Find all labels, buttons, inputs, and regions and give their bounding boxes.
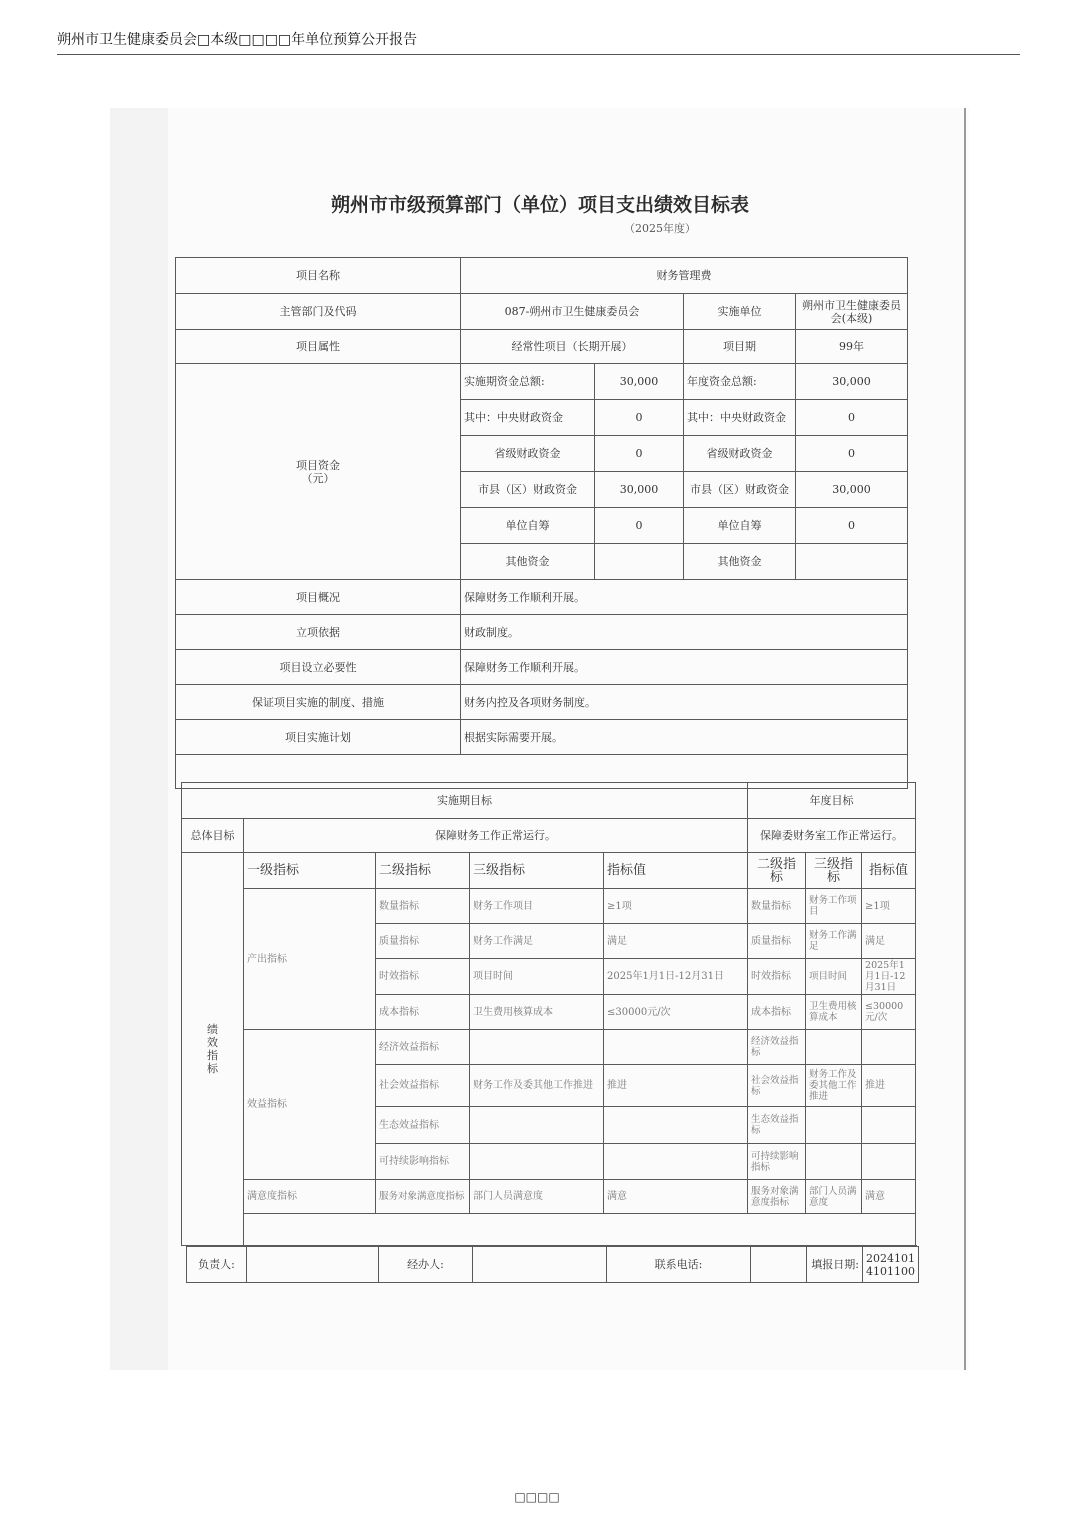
output-row-1-value: 满足 xyxy=(604,924,748,959)
output-row-2-annual-level3: 项目时间 xyxy=(806,959,862,995)
benefit-row-3-annual-level2: 可持续影响指标 xyxy=(748,1144,806,1180)
scan-shadow-strip xyxy=(110,108,168,1370)
output-row-1-annual-level3: 财务工作满足 xyxy=(806,924,862,959)
benefit-row-2-level2: 生态效益指标 xyxy=(376,1107,470,1144)
header-title-end: 年单位预算公开报告 xyxy=(291,32,418,48)
output-row-3-annual-value: ≤30000元/次 xyxy=(862,995,916,1030)
benefit-row-3-annual-level3 xyxy=(806,1144,862,1180)
overview-3-value: 财务内控及各项财务制度。 xyxy=(461,685,908,720)
overview-4-label: 项目实施计划 xyxy=(176,720,461,755)
header-value: 指标值 xyxy=(604,853,748,889)
fund-row-2-label1: 省级财政资金 xyxy=(461,436,595,472)
benefit-row-1-level3: 财务工作及委其他工作推进 xyxy=(470,1065,604,1107)
fund-row-2-value1: 0 xyxy=(595,436,684,472)
page-number-glyphs: □□□□ xyxy=(514,1490,560,1504)
fund-row-0-label1: 实施期资金总额: xyxy=(461,364,595,400)
fund-row-3-value2: 30,000 xyxy=(796,472,908,508)
satisfaction-indicator-label: 满意度指标 xyxy=(244,1180,376,1214)
benefit-row-3-value xyxy=(604,1144,748,1180)
fund-row-1-label2: 其中：中央财政资金 xyxy=(684,400,796,436)
overview-2-value: 保障财务工作顺利开展。 xyxy=(461,650,908,685)
fund-row-4-value2: 0 xyxy=(796,508,908,544)
output-row-2-level3: 项目时间 xyxy=(470,959,604,995)
responsible-value xyxy=(247,1247,379,1283)
output-row-0-level2: 数量指标 xyxy=(376,889,470,924)
overview-2-label: 项目设立必要性 xyxy=(176,650,461,685)
fund-row-3-value1: 30,000 xyxy=(595,472,684,508)
fund-row-5-value2 xyxy=(796,544,908,580)
benefit-indicator-label: 效益指标 xyxy=(244,1030,376,1180)
fund-row-1-label1: 其中：中央财政资金 xyxy=(461,400,595,436)
benefit-row-0-value xyxy=(604,1030,748,1065)
dept-label: 主管部门及代码 xyxy=(176,294,461,330)
period-label: 项目期 xyxy=(684,330,796,364)
output-row-2-annual-level2: 时效指标 xyxy=(748,959,806,995)
attr-label: 项目属性 xyxy=(176,330,461,364)
overview-3-label: 保证项目实施的制度、措施 xyxy=(176,685,461,720)
fund-row-5-label1: 其他资金 xyxy=(461,544,595,580)
fund-row-2-label2: 省级财政资金 xyxy=(684,436,796,472)
signoff-table xyxy=(186,1246,919,1283)
overview-4-value: 根据实际需要开展。 xyxy=(461,720,908,755)
header-glyph-gap: □ xyxy=(197,32,211,48)
overall-goal-annual: 保障委财务室工作正常运行。 xyxy=(748,819,916,853)
benefit-row-3-annual-value xyxy=(862,1144,916,1180)
fund-row-5-label2: 其他资金 xyxy=(684,544,796,580)
impl-unit-value: 朔州市卫生健康委员会(本级) xyxy=(796,294,908,330)
attr-value: 经常性项目（长期开展） xyxy=(461,330,684,364)
phone-value xyxy=(751,1247,807,1283)
benefit-row-1-value: 推进 xyxy=(604,1065,748,1107)
header-level2: 二级指标 xyxy=(376,853,470,889)
document-year: （2025年度） xyxy=(624,222,696,235)
project-name-value: 财务管理费 xyxy=(461,258,908,294)
output-row-0-annual-level3: 财务工作项目 xyxy=(806,889,862,924)
fund-row-4-label2: 单位自筹 xyxy=(684,508,796,544)
benefit-row-2-annual-value xyxy=(862,1107,916,1144)
overall-goal-label: 总体目标 xyxy=(182,819,244,853)
output-row-1-annual-level2: 质量指标 xyxy=(748,924,806,959)
benefit-row-0-level2: 经济效益指标 xyxy=(376,1030,470,1065)
satisfaction-value: 满意 xyxy=(604,1180,748,1214)
output-row-0-value: ≥1项 xyxy=(604,889,748,924)
benefit-row-3-level2: 可持续影响指标 xyxy=(376,1144,470,1180)
dept-value: 087-朔州市卫生健康委员会 xyxy=(461,294,684,330)
overview-1-value: 财政制度。 xyxy=(461,615,908,650)
output-row-1-level3: 财务工作满足 xyxy=(470,924,604,959)
fund-row-0-label2: 年度资金总额: xyxy=(684,364,796,400)
output-row-3-level2: 成本指标 xyxy=(376,995,470,1030)
output-row-3-level3: 卫生费用核算成本 xyxy=(470,995,604,1030)
benefit-row-0-annual-level3 xyxy=(806,1030,862,1065)
header-level1: 一级指标 xyxy=(244,853,376,889)
performance-table xyxy=(181,782,916,1246)
fund-row-0-value1: 30,000 xyxy=(595,364,684,400)
handler-value xyxy=(473,1247,607,1283)
overview-0-label: 项目概况 xyxy=(176,580,461,615)
overall-goal-period: 保障财务工作正常运行。 xyxy=(244,819,748,853)
output-row-0-annual-value: ≥1项 xyxy=(862,889,916,924)
benefit-row-1-annual-value: 推进 xyxy=(862,1065,916,1107)
benefit-row-2-level3 xyxy=(470,1107,604,1144)
overview-0-value: 保障财务工作顺利开展。 xyxy=(461,580,908,615)
benefit-row-2-annual-level2: 生态效益指标 xyxy=(748,1107,806,1144)
satisfaction-level3: 部门人员满意度 xyxy=(470,1180,604,1214)
project-info-table xyxy=(175,257,908,789)
project-name-label: 项目名称 xyxy=(176,258,461,294)
satisfaction-annual-level3: 部门人员满意度 xyxy=(806,1180,862,1214)
output-row-1-annual-value: 满足 xyxy=(862,924,916,959)
funds-unit: （元） xyxy=(301,471,335,485)
period-goal-label: 实施期目标 xyxy=(182,783,748,819)
output-row-3-annual-level3: 卫生费用核算成本 xyxy=(806,995,862,1030)
fund-row-1-value1: 0 xyxy=(595,400,684,436)
satisfaction-annual-value: 满意 xyxy=(862,1180,916,1214)
benefit-row-1-annual-level2: 社会效益指标 xyxy=(748,1065,806,1107)
date-value: 20241014101100 xyxy=(863,1247,919,1283)
header-annual-level3: 三级指标 xyxy=(806,853,862,889)
handler-label: 经办人: xyxy=(379,1247,473,1283)
phone-label: 联系电话: xyxy=(607,1247,751,1283)
benefit-row-0-level3 xyxy=(470,1030,604,1065)
fund-row-4-value1: 0 xyxy=(595,508,684,544)
fund-row-2-value2: 0 xyxy=(796,436,908,472)
annual-goal-label: 年度目标 xyxy=(748,783,916,819)
output-row-0-level3: 财务工作项目 xyxy=(470,889,604,924)
fund-row-4-label1: 单位自筹 xyxy=(461,508,595,544)
header-level3: 三级指标 xyxy=(470,853,604,889)
scan-right-edge xyxy=(964,108,966,1370)
fund-row-3-label1: 市县（区）财政资金 xyxy=(461,472,595,508)
period-value: 99年 xyxy=(796,330,908,364)
header-annual-level2: 二级指标 xyxy=(748,853,806,889)
output-indicator-label: 产出指标 xyxy=(244,889,376,1030)
header-glyph-gap-2: □□□□ xyxy=(238,32,292,48)
output-row-2-annual-value: 2025年1月1日-12月31日 xyxy=(862,959,916,995)
output-row-3-annual-level2: 成本指标 xyxy=(748,995,806,1030)
satisfaction-level2: 服务对象满意度指标 xyxy=(376,1180,470,1214)
output-row-1-level2: 质量指标 xyxy=(376,924,470,959)
impl-unit-label: 实施单位 xyxy=(684,294,796,330)
benefit-row-2-annual-level3 xyxy=(806,1107,862,1144)
output-row-0-annual-level2: 数量指标 xyxy=(748,889,806,924)
date-label: 填报日期: xyxy=(807,1247,863,1283)
fund-row-5-value1 xyxy=(595,544,684,580)
responsible-label: 负责人: xyxy=(187,1247,247,1283)
page-header xyxy=(57,32,1020,55)
fund-row-3-label2: 市县（区）财政资金 xyxy=(684,472,796,508)
satisfaction-annual-level2: 服务对象满意度指标 xyxy=(748,1180,806,1214)
indicator-side-label: 绩效指标 xyxy=(207,1023,218,1075)
benefit-row-0-annual-value xyxy=(862,1030,916,1065)
output-row-3-value: ≤30000元/次 xyxy=(604,995,748,1030)
benefit-row-0-annual-level2: 经济效益指标 xyxy=(748,1030,806,1065)
overview-1-label: 立项依据 xyxy=(176,615,461,650)
benefit-row-2-value xyxy=(604,1107,748,1144)
blank-separator-row-2 xyxy=(244,1214,916,1246)
header-title: 朔州市卫生健康委员会 xyxy=(57,32,197,48)
funds-label-cell xyxy=(176,364,461,580)
output-row-2-value: 2025年1月1日-12月31日 xyxy=(604,959,748,995)
output-row-2-level2: 时效指标 xyxy=(376,959,470,995)
funds-label: 项目资金 xyxy=(296,458,340,472)
indicator-side-label-cell xyxy=(182,853,244,1246)
header-title-rest: 本级 xyxy=(210,32,239,48)
benefit-row-1-annual-level3: 财务工作及委其他工作推进 xyxy=(806,1065,862,1107)
benefit-row-1-level2: 社会效益指标 xyxy=(376,1065,470,1107)
fund-row-1-value2: 0 xyxy=(796,400,908,436)
page-footer xyxy=(0,1490,1074,1504)
benefit-row-3-level3 xyxy=(470,1144,604,1180)
document-title: 朔州市市级预算部门（单位）项目支出绩效目标表 xyxy=(330,194,749,216)
header-annual-value: 指标值 xyxy=(862,853,916,889)
fund-row-0-value2: 30,000 xyxy=(796,364,908,400)
